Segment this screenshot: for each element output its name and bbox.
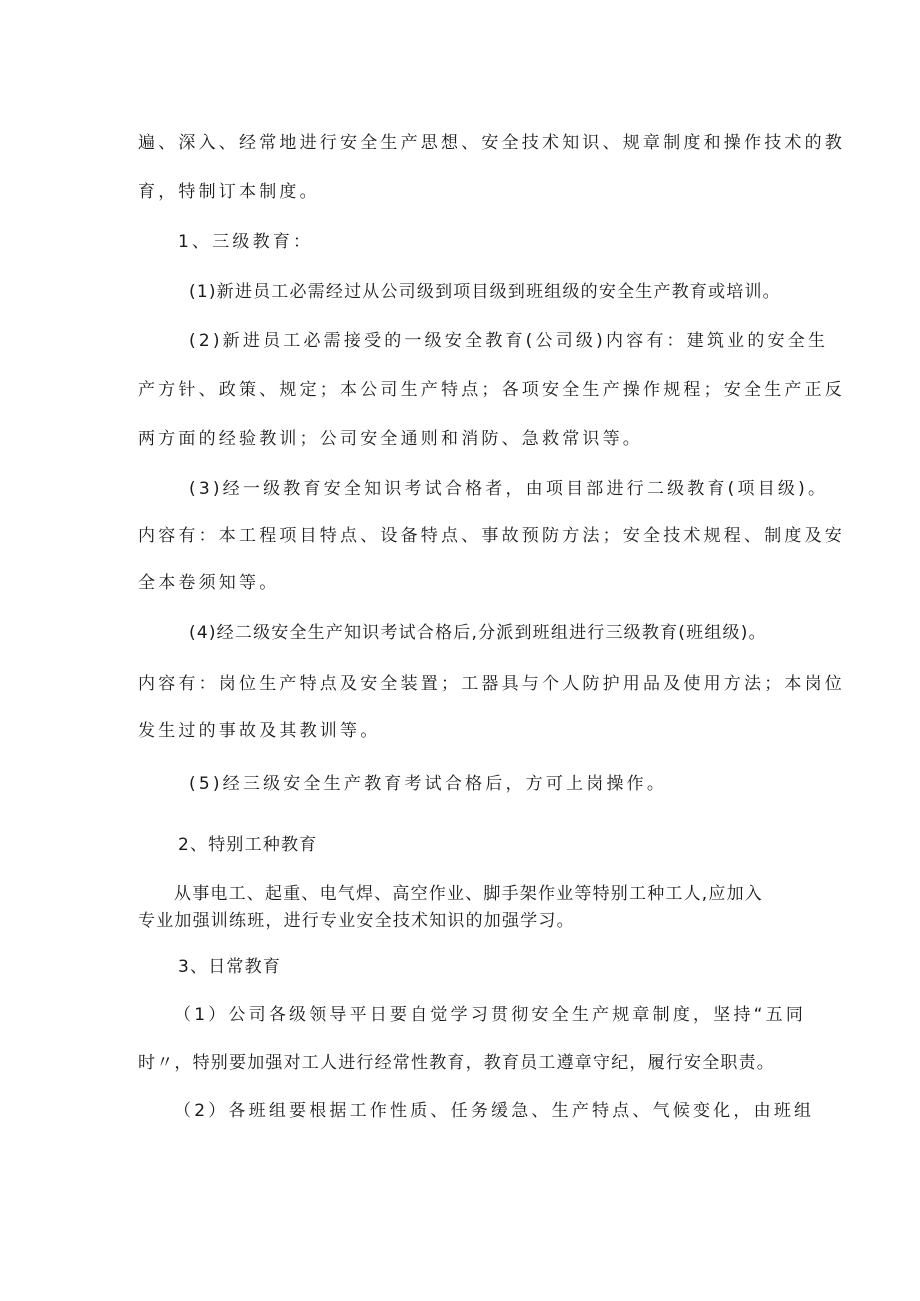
list-item-3: (3)经一级教育安全知识考试合格者，由项目部进行二级教育(项目级)。 xyxy=(189,479,829,499)
paragraph-line: 育，特制订本制度。 xyxy=(138,182,320,202)
paragraph-line: 遍、深入、经常地进行安全生产思想、安全技术知识、规章制度和操作技术的教 xyxy=(138,133,845,153)
list-item-daily-2: （2）各班组要根据工作性质、任务缓急、生产特点、气候变化，由班组 xyxy=(174,1101,815,1121)
paragraph-line: 内容有：本工程项目特点、设备特点、事故预防方法；安全技术规程、制度及安 xyxy=(138,526,845,546)
section-heading-special-trade-education: 2、特别工种教育 xyxy=(178,835,318,855)
paragraph-line: 内容有：岗位生产特点及安全装置；工器具与个人防护用品及使用方法；本岗位 xyxy=(138,674,845,694)
list-item-5: (5)经三级安全生产教育考试合格后，方可上岗操作。 xyxy=(189,774,668,794)
paragraph-line: 发生过的事故及其教训等。 xyxy=(138,721,381,741)
paragraph-line: 专业加强训练班，进行专业安全技术知识的加强学习。 xyxy=(138,911,575,931)
paragraph-line: 从事电工、起重、电气焊、高空作业、脚手架作业等特别工种工人,应加入 xyxy=(174,884,764,904)
list-item-1: (1)新进员工必需经过从公司级到项目级到班组级的安全生产教育或培训。 xyxy=(189,282,781,302)
paragraph-line: 产方针、政策、规定；本公司生产特点；各项安全生产操作规程；安全生产正反 xyxy=(138,380,845,400)
list-item-daily-1: （1）公司各级领导平日要自觉学习贯彻安全生产规章制度，坚持“五同 xyxy=(174,1005,807,1025)
list-item-2: (2)新进员工必需接受的一级安全教育(公司级)内容有：建筑业的安全生 xyxy=(189,331,829,351)
paragraph-line: 全本卷须知等。 xyxy=(138,573,280,593)
list-item-4: (4)经二级安全生产知识考试合格后,分派到班组进行三级教育(班组级)。 xyxy=(189,623,767,643)
paragraph-line: 时〃，特别要加强对工人进行经常性教育，教育员工遵章守纪，履行安全职责。 xyxy=(138,1053,775,1073)
section-heading-three-level-education: 1、三级教育： xyxy=(178,232,314,252)
paragraph-line: 两方面的经验教训；公司安全通则和消防、急救常识等。 xyxy=(138,429,643,449)
section-heading-daily-education: 3、日常教育 xyxy=(178,957,282,977)
